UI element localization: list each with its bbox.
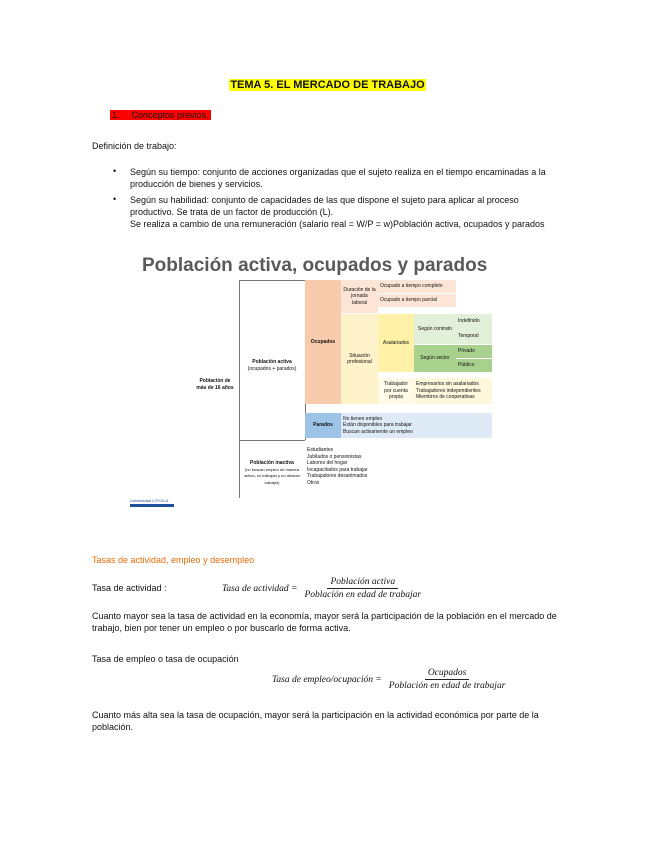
tree-line: [239, 280, 305, 281]
self-employed-list: [414, 378, 492, 404]
unemployed-list: [341, 413, 492, 438]
bullet-icon: •: [113, 194, 117, 204]
temporary-box: Temporal: [456, 329, 492, 344]
private-box: Privado: [456, 345, 492, 358]
activity-rate-text: Cuanto mayor sea la tasa de actividad en la economía, mayor será la participación de la población en el mercado de trabajo, bien por tener un empleo o por buscarlo de forma activa.: [92, 611, 557, 633]
list-item: Buscan activamente un empleo: [343, 428, 413, 435]
list-item: Jubilados o pensionistas: [307, 453, 362, 460]
list-item: Miembros de cooperativas: [416, 394, 475, 401]
population-root-label: Población de más de 16 años: [196, 378, 234, 391]
list-item: Trabajadores desanimados: [307, 473, 368, 479]
diagram-title: Población activa, ocupados y parados: [142, 255, 488, 276]
employment-rate-text: Cuanto más alta sea la tasa de ocupación, mayor será la participación en la actividad económica por parte de la población.: [92, 710, 539, 732]
bullet-item: Según su habilidad: conjunto de capacidades de las que dispone el sujeto para aplicar al proceso productivo. Se trata de un factor de producción (L).: [130, 195, 519, 217]
active-population-label: Población activa (ocupados + parados): [247, 359, 297, 372]
activity-rate-label: Tasa de actividad :: [92, 583, 167, 593]
self-employed-box: Trabajador por cuenta propia: [378, 378, 414, 404]
activity-rate-formula: Tasa de actividad = $\frac{\text{Población activa}}{\text{Población en edad de trabajar}}$: [222, 577, 422, 600]
list-item: Incapacitados para trabajar: [307, 466, 368, 473]
salaried-box: Asalariados: [378, 314, 414, 372]
list-item: Trabajadores independientes: [416, 387, 481, 394]
employment-rate-label: Tasa de empleo o tasa de ocupación: [92, 654, 239, 664]
public-box: Público: [456, 359, 492, 372]
remuneration-line: Se realiza a cambio de una remuneración (salario real = W/P = w)Población activa, ocupados y parados: [130, 219, 545, 229]
unemployed-box: Parados: [305, 413, 341, 438]
by-sector-box: Según sector: [414, 345, 456, 372]
bullet-item: Según su tiempo: conjunto de acciones organizadas que el sujeto realiza en el tiempo encaminadas a la producción de bienes y servicios.: [130, 167, 546, 189]
tree-line: [239, 440, 305, 441]
list-item: Están disponibles para trabajar: [343, 422, 412, 429]
page-title: TEMA 5. EL MERCADO DE TRABAJO: [230, 79, 425, 91]
list-item: No tienen empleo: [343, 415, 383, 422]
bullet-icon: •: [113, 166, 117, 176]
section-heading: 1. Conceptos previos.: [112, 110, 209, 120]
list-item: Empresarios sin asalariados: [416, 381, 479, 388]
rates-heading: Tasas de actividad, empleo y desempleo: [92, 555, 255, 565]
university-logo: Universidad LOYOLA: [130, 498, 176, 510]
working-hours-box: Duración de la jornada laboral: [341, 280, 378, 313]
list-item: Otros: [307, 479, 320, 486]
part-time-box: Ocupado a tiempo parcial: [378, 294, 456, 307]
list-item: Labores del hogar: [307, 460, 348, 466]
employed-box: Ocupados: [305, 280, 341, 404]
by-contract-box: Según contrato: [414, 314, 456, 344]
indefinite-box: Indefinido: [456, 314, 492, 329]
list-item: Estudiantes: [307, 447, 334, 453]
definition-heading: Definición de trabajo:: [92, 141, 177, 151]
professional-situation-box: Situación profesional: [341, 314, 378, 404]
inactive-list: [305, 446, 395, 498]
inactive-population-label: Población inactiva (no buscan empleo de manera activa, no trabajan y no desean trabajar): [244, 460, 300, 485]
employment-rate-formula: Tasa de empleo/ocupación = $\frac{\text{Ocupados}}{\text{Población en edad de trabajar}}$: [272, 668, 506, 691]
full-time-box: Ocupado a tiempo completo: [378, 280, 456, 293]
